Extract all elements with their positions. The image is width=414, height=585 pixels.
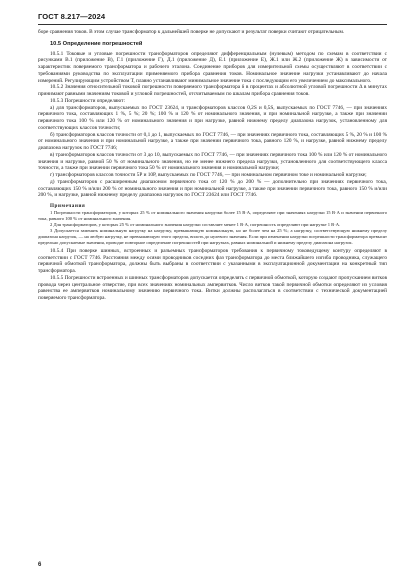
note-1: 1 Погрешности трансформаторов, у которых 25 % от номинального значения нагрузки более 15 В·А, определяют при значениях нагрузки 15 В·А и значении первичного тока, равного 100 % от номинального значения. <box>38 209 387 221</box>
intro-paragraph: боре сравнения токов. В этом случае трансформатор к дальнейшей поверке не допускают и результат поверки считают отрицательным. <box>38 29 345 35</box>
paragraph-10-5-4: 10.5.4 При поверке шинных, встроенных и разъемных трансформаторов требования к первичному токоведущему контуру определяют в соответствии с ГОСТ 7746. Расстояния между осями проводников соседних фаз трансформатора до места ближайшего изгиба проводника, служащего первичной обмоткой трансформатора, должны быть выбраны в соответствии с указанными в эксплуатационной документации на конкретный тип трансформатора. <box>38 247 387 274</box>
document-header: ГОСТ 8.217—2024 <box>38 12 387 25</box>
notes-title: Примечания <box>50 203 86 209</box>
note-3: 3 Допускается заменять номинальную нагрузку на нагрузку, превышающую номинальную, но не более чем на 25 %; а нагрузку, соответствующую нижнему пределу диапазона нагрузок, — на любую нагрузку, не превышающую этого предела, вплоть до нулевого значения. Если при изменении нагрузки погрешности трансформатора превысят предельно допускаемые значения, проводят повторное определение погрешностей при нагрузках, равных номинальной и нижнему пределу диапазона нагрузок. <box>38 227 387 245</box>
document-body <box>38 29 387 302</box>
paragraph-10-5-2: 10.5.2 Значения относительной токовой погрешности поверяемого трансформатора δ в процентах и абсолютной угловой погрешности Δ в минутах принимают равными значениям токовой и угловой погрешностей, отсчитываемым по шкалам прибора сравнения токов. <box>38 84 387 97</box>
list-item-b: б) трансформаторов классов точности от 0,1 до 1, выпускаемых по ГОСТ 7746, — при значениях первичного тока, составляющих 5 %, 20 % и 100 % от номинального значения и при номинальной нагрузке, а также при значении первичного тока, равного 120 %, и нагрузке, равной нижнему пределу диапазона нагрузок по ГОСТ 7746; <box>38 131 387 151</box>
page-number: 6 <box>38 562 42 568</box>
paragraph-10-5-5: 10.5.5 Погрешности встроенных и шинных трансформаторов допускается определять с первичной обмоткой, которую создают пропусканием витков провода через центральное отверстие, при всех значениях номинальных ампервитков. Число витков такой первичной обмотки определяют из условия равенства ее ампервитков номинальному значению первичного тока. Витки должны располагаться в соответствии с технической документацией поверяемого трансформатора. <box>38 274 387 301</box>
note-2: 2 Для трансформаторов, у которых 25 % от номинального значения нагрузки составляет менее 1 В·А, погрешность определяют при нагрузке 1 В·А. <box>50 221 341 227</box>
list-item-d: д) трансформаторов с расширенным диапазоном первичного тока от 120 % до 200 % — дополнительно при значениях первичного тока, составляющих 150 % и/или 200 % от номинального значения и при номинальной нагрузке, а также при значении первичного тока, равного 150 % и/или 200 %, и нагрузке, равной нижнему пределу диапазона нагрузок по ГОСТ 23624 или ГОСТ 7746. <box>38 178 387 199</box>
list-item-g: г) трансформаторов классов точности 5Р и 10Р, выпускаемых по ГОСТ 7746, — при номинальном первичном токе и номинальной нагрузке; <box>50 172 367 178</box>
paragraph-10-5-3: 10.5.3 Погрешности определяют: <box>50 97 125 104</box>
paragraph-10-5-1: 10.5.1 Токовые и угловые погрешности трансформаторов определяют дифференциальным (нулевым) методом по схемам в соответствии с рисунками В.1 (приложение В), Г.1 (приложение Г), Д.1 (приложение Д), Е.1 (приложение Е), Ж.1 или Ж.2 (приложение Ж) в зависимости от характеристик поверяемого трансформатора и рабочего эталона. Соединение приборов для измерительной схемы осуществляют в соответствии с требованиями руководства по эксплуатации применяемого прибора сравнения токов. Номинальное значение нагрузки устанавливают до начала измерений. Регулирующим устройством Т, плавно устанавливают минимальное значение тока с последующим его увеличением до максимального. <box>38 50 387 84</box>
list-item-a: а) для трансформаторов, выпускаемых по ГОСТ 23624, и трансформаторов классов 0,2S и 0,5S, выпускаемых по ГОСТ 7746, — при значениях первичного тока, составляющих 1 %, 5 %; 20 %; 100 % и 120 % от номинального значения, и при номинальной нагрузке, а также при значении первичного тока 100 % или 120 % от номинального значения и при нагрузке, равной нижнему пределу диапазона нагрузок, установленному для соответствующих классов точности; <box>38 104 387 131</box>
list-item-v: в) трансформаторов классов точности от 3 до 10, выпускаемых по ГОСТ 7746, — при значениях первичного тока 100 % или 120 % от номинального значения и нагрузке, равной 50 % от номинального значения, но не менее нижнего предела нагрузки, установленного для соответствующего класса точности, а также при значении первичного тока 50 % от номинального значения и номинальной нагрузке; <box>38 151 387 172</box>
section-title: 10.5 Определение погрешностей <box>50 40 143 47</box>
